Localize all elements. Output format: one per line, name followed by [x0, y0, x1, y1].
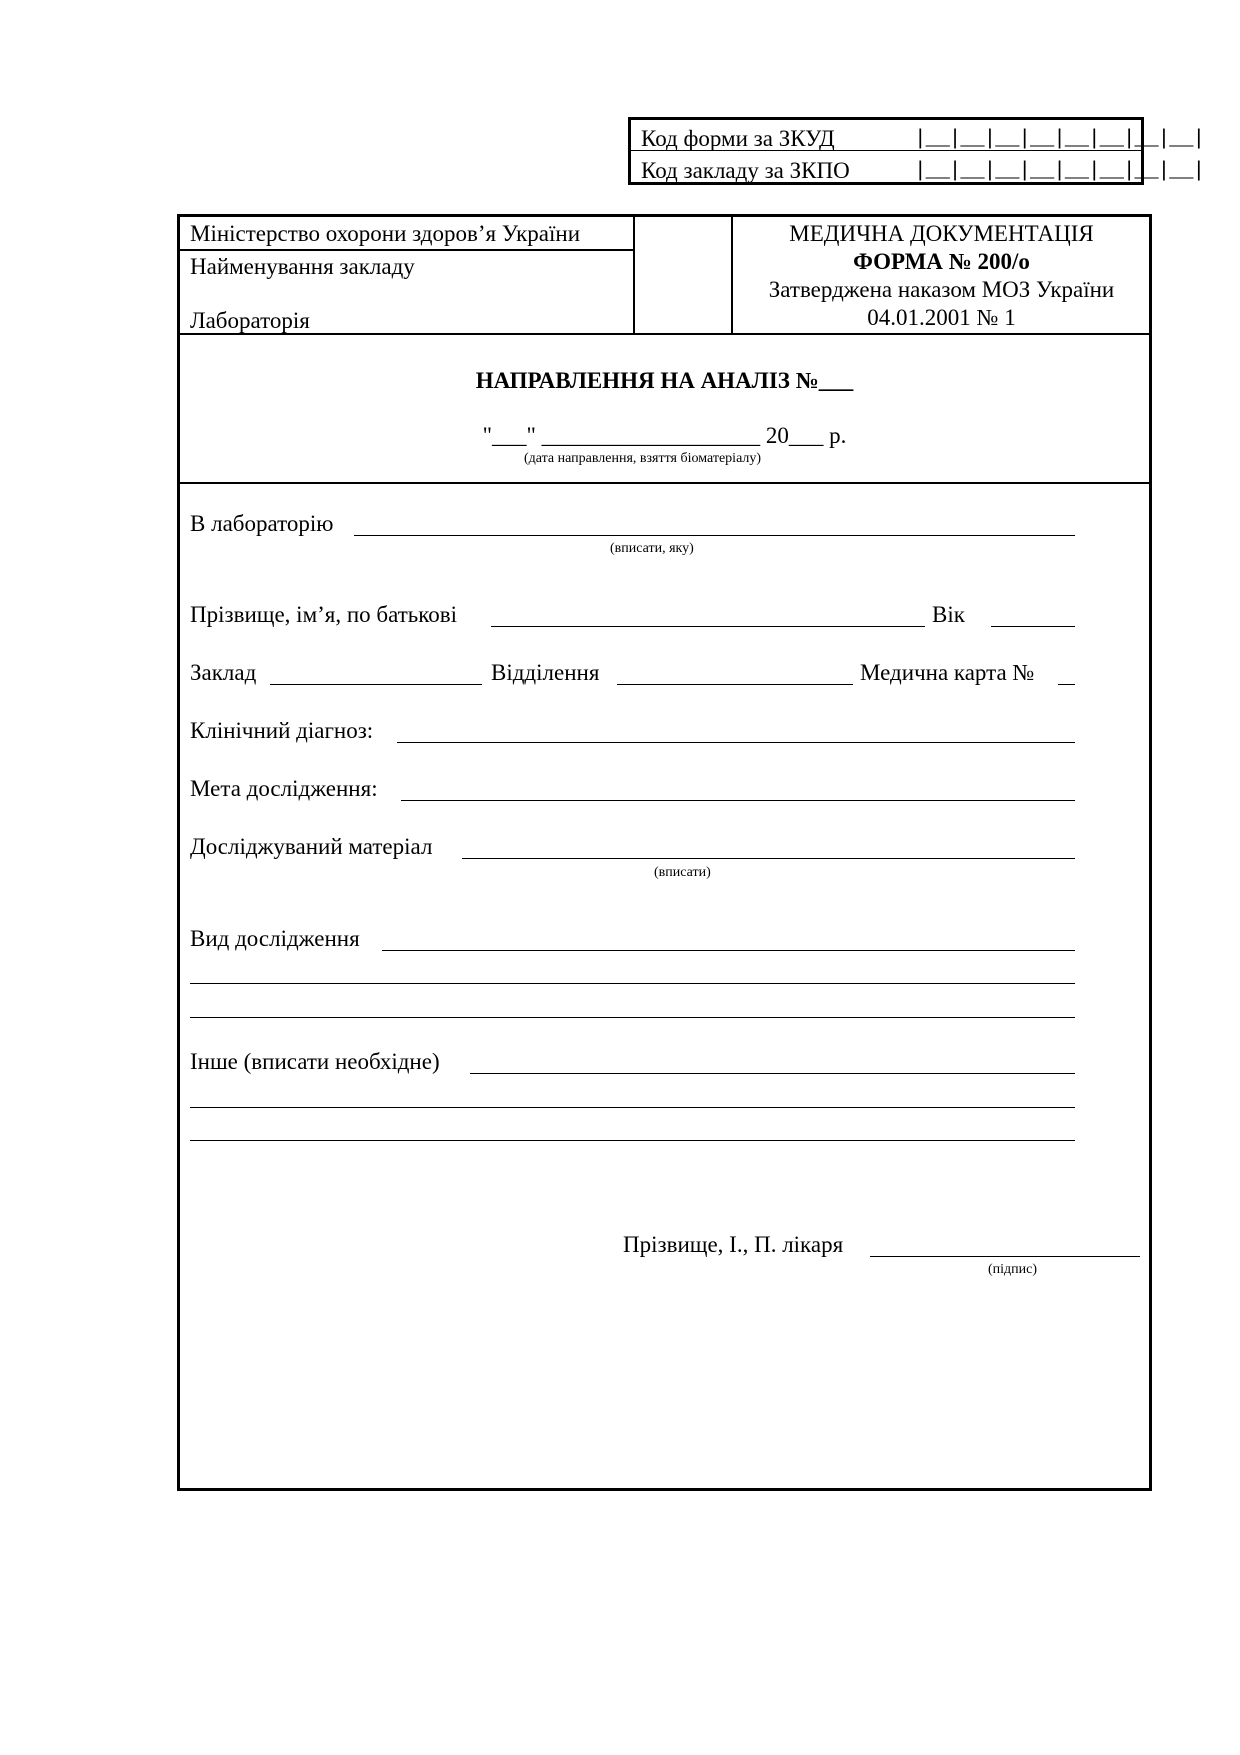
study-type-input-line-3[interactable] [190, 1017, 1075, 1018]
study-type-label: Вид дослідження [190, 926, 360, 951]
doctor-signature-input[interactable] [870, 1256, 1140, 1257]
other-label: Інше (вписати необхідне) [190, 1049, 440, 1074]
age-label: Вік [932, 602, 965, 627]
title-bottom-line [180, 482, 1149, 484]
department-label: Відділення [491, 660, 600, 685]
purpose-input[interactable] [401, 800, 1075, 801]
header-divider-1 [633, 217, 635, 333]
to-lab-label: В лабораторію [190, 511, 334, 536]
date-line[interactable]: "___" ___________________ 20___ р. [482, 423, 847, 448]
age-input[interactable] [991, 626, 1075, 627]
zkud-cells[interactable]: |__|__|__|__|__|__|__|__| [914, 128, 1205, 151]
zkpo-cells[interactable]: |__|__|__|__|__|__|__|__| [914, 160, 1205, 183]
zkud-label: Код форми за ЗКУД [641, 126, 835, 151]
study-type-input-line-2[interactable] [190, 983, 1075, 984]
approved-by: Затверджена наказом МОЗ України [768, 277, 1115, 302]
ministry-name: Міністерство охорони здоров’я України [190, 221, 581, 246]
page-title: НАПРАВЛЕННЯ НА АНАЛІЗ №___ [475, 368, 854, 393]
full-name-label: Прізвище, ім’я, по батькові [190, 602, 458, 627]
department-input[interactable] [617, 684, 853, 685]
ministry-underline [180, 249, 633, 251]
institution-label: Заклад [190, 660, 257, 685]
medical-card-input[interactable] [1058, 684, 1075, 685]
purpose-label: Мета дослідження: [190, 776, 378, 801]
full-name-input[interactable] [491, 626, 925, 627]
doc-type: МЕДИЧНА ДОКУМЕНТАЦІЯ [789, 221, 1094, 246]
diagnosis-label: Клінічний діагноз: [190, 718, 374, 743]
header-right-block [731, 220, 1152, 329]
material-label: Досліджуваний матеріал [190, 834, 433, 859]
other-input-line-2[interactable] [190, 1107, 1075, 1108]
date-caption: (дата направлення, взяття біоматеріалу) [524, 451, 762, 466]
material-input[interactable] [462, 858, 1075, 859]
material-caption: (вписати) [654, 865, 711, 880]
approved-date: 04.01.2001 № 1 [867, 305, 1016, 330]
zkpo-label: Код закладу за ЗКПО [641, 158, 850, 183]
to-lab-input[interactable] [354, 535, 1075, 536]
form-code-box [628, 117, 1205, 185]
other-input[interactable] [470, 1073, 1075, 1074]
code-box-divider [628, 150, 1144, 151]
study-type-input[interactable] [382, 950, 1075, 951]
laboratory-label: Лабораторія [190, 308, 310, 333]
to-lab-caption: (вписати, яку) [610, 541, 694, 556]
diagnosis-input[interactable] [397, 742, 1075, 743]
institution-name-label: Найменування закладу [190, 254, 415, 279]
header-bottom-line [180, 333, 1149, 335]
signature-caption: (підпис) [988, 1262, 1038, 1277]
institution-input[interactable] [270, 684, 482, 685]
other-input-line-3[interactable] [190, 1140, 1075, 1141]
doctor-name-label: Прізвище, І., П. лікаря [623, 1232, 844, 1257]
form-number: ФОРМА № 200/о [853, 249, 1030, 274]
medical-card-label: Медична карта № [860, 660, 1035, 685]
